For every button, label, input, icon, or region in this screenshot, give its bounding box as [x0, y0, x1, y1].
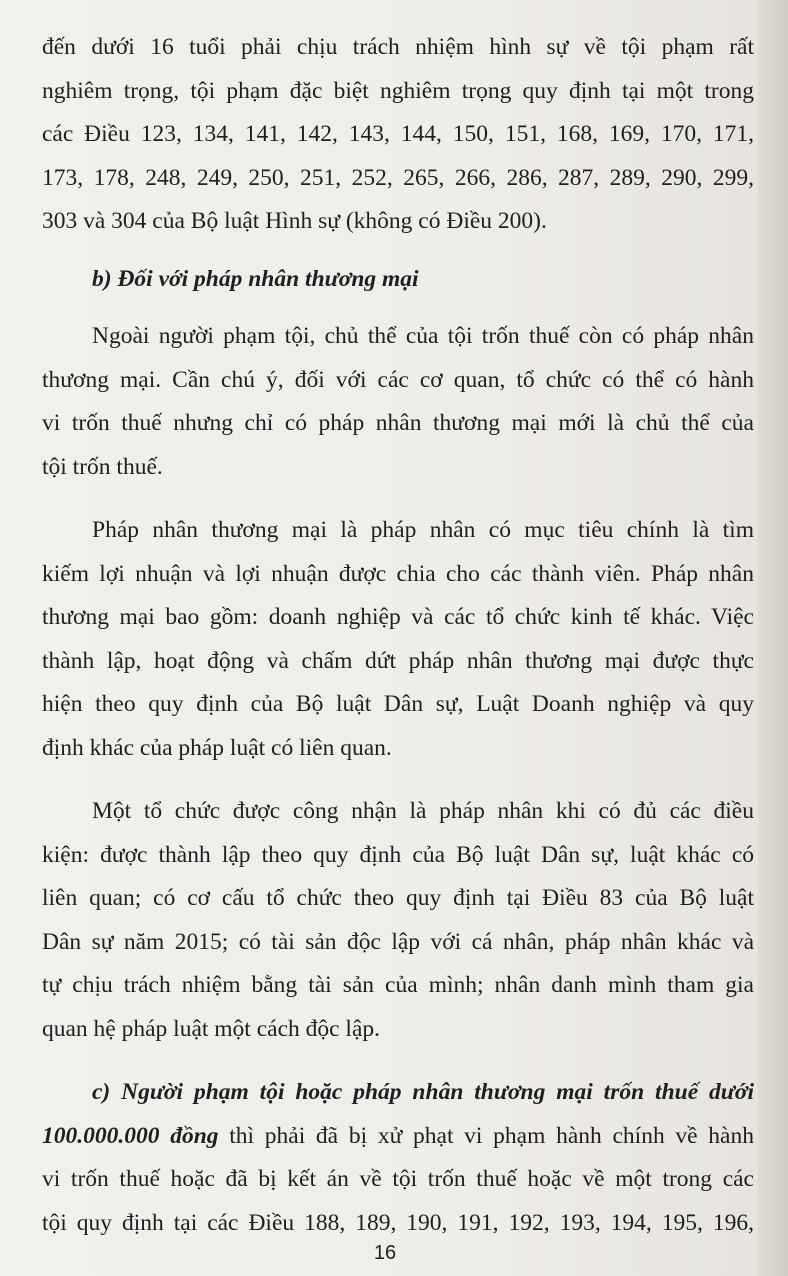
text-line: 173, 178, 248, 249, 250, 251, 252, 265, 266, 286, 287, 289, 290, 299, — [42, 164, 754, 191]
paragraph-section-c — [42, 1071, 754, 1245]
text-line: hiện theo quy định của Bộ luật Dân sự, Luật Doanh nghiệp và quy — [42, 691, 754, 717]
text-line: tội quy định tại các Điều 188, 189, 190, 191, 192, 193, 194, 195, 196, — [42, 1209, 754, 1236]
page-number: 16 — [373, 1242, 397, 1264]
section-heading-c: c) Người phạm tội hoặc pháp nhân thương mại trốn thuế dưới — [92, 1079, 754, 1105]
page-body — [42, 26, 754, 1245]
paragraph-commercial-entity-definition — [42, 509, 754, 770]
text-line: Pháp nhân thương mại là pháp nhân có mục tiêu chính là tìm — [92, 517, 754, 543]
text-line: thương mại. Cần chú ý, đối với các cơ quan, tổ chức có thể có hành — [42, 366, 754, 393]
text-line: tự chịu trách nhiệm bằng tài sản của mình; nhân danh mình tham gia — [42, 972, 754, 998]
text-line: tội trốn thuế. — [42, 453, 163, 480]
text-line: Ngoài người phạm tội, chủ thể của tội trốn thuế còn có pháp nhân — [92, 323, 754, 349]
text-line: định khác của pháp luật có liên quan. — [42, 734, 392, 761]
text-line: quan hệ pháp luật một cách độc lập. — [42, 1015, 381, 1042]
text-line: vi trốn thuế nhưng chỉ có pháp nhân thương mại mới là chủ thể của — [42, 410, 754, 436]
book-gutter-edge — [758, 0, 788, 1276]
text-line: liên quan; có cơ cấu tổ chức theo quy định tại Điều 83 của Bộ luật — [42, 885, 754, 911]
text-line: Một tổ chức được công nhận là pháp nhân khi có đủ các điều — [92, 798, 754, 824]
text-fragment: thì phải đã bị xử phạt vi phạm hành chính về hành — [218, 1122, 754, 1149]
text-line — [42, 1115, 754, 1159]
section-heading-b: b) Đối với pháp nhân thương mại — [92, 265, 419, 292]
paragraph-age-liability — [42, 26, 754, 244]
text-line: thương mại bao gồm: doanh nghiệp và các tổ chức kinh tế khác. Việc — [42, 604, 754, 630]
text-line: kiện: được thành lập theo quy định của Bộ luật Dân sự, luật khác có — [42, 841, 754, 868]
text-line: thành lập, hoạt động và chấm dứt pháp nhân thương mại được thực — [42, 647, 754, 674]
text-line: đến dưới 16 tuổi phải chịu trách nhiệm hình sự về tội phạm rất — [42, 34, 754, 60]
text-line: nghiêm trọng, tội phạm đặc biệt nghiêm trọng quy định tại một trong — [42, 77, 754, 104]
text-line: vi trốn thuế hoặc đã bị kết án về tội trốn thuế hoặc về một trong các — [42, 1166, 754, 1192]
paragraph-legal-entity-subject — [42, 315, 754, 489]
text-line: các Điều 123, 134, 141, 142, 143, 144, 150, 151, 168, 169, 170, 171, — [42, 121, 754, 147]
text-line: kiếm lợi nhuận và lợi nhuận được chia cho các thành viên. Pháp nhân — [42, 560, 754, 587]
text-line: Dân sự năm 2015; có tài sản độc lập với cá nhân, pháp nhân khác và — [42, 928, 754, 955]
amount-threshold: 100.000.000 đồng — [42, 1122, 219, 1149]
text-line: 303 và 304 của Bộ luật Hình sự (không có Điều 200). — [42, 208, 547, 234]
paragraph-entity-recognition — [42, 790, 754, 1051]
